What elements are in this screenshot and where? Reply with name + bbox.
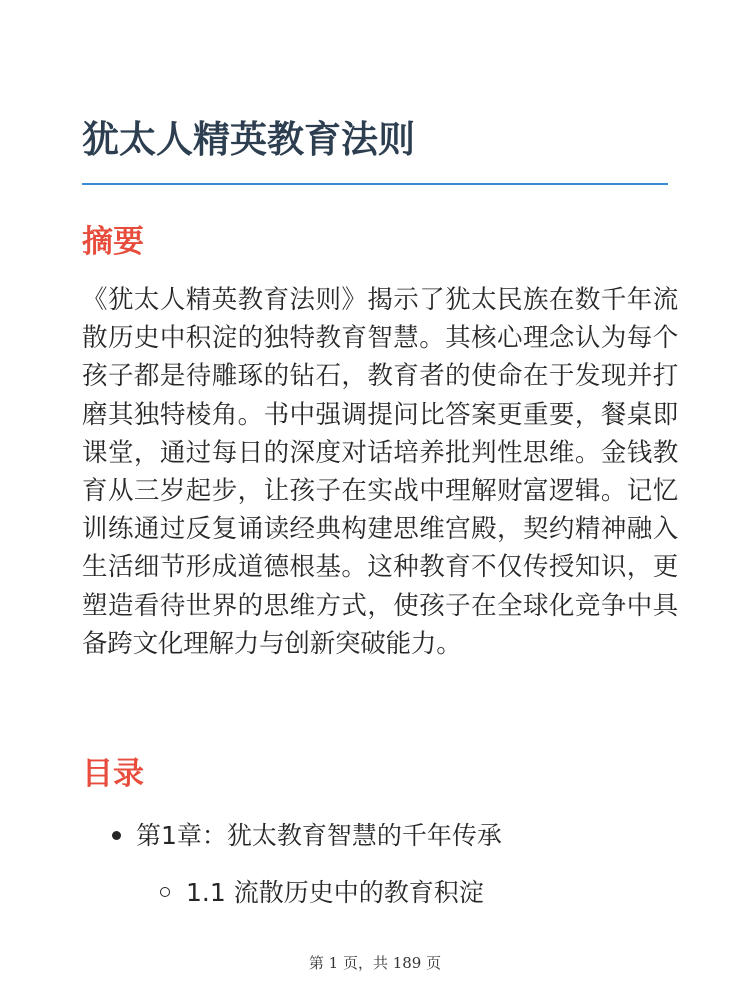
bullet-disc-icon: [112, 831, 121, 840]
document-title: 犹太人精英教育法则: [82, 118, 415, 161]
toc-item-label: 1.1 流散历史中的教育积淀: [186, 878, 484, 907]
abstract-paragraph: 《犹太人精英教育法则》揭示了犹太民族在数千年流散历史中积淀的独特教育智慧。其核心理念认为每个孩子都是待雕琢的钻石，教育者的使命在于发现并打磨其独特棱角。书中强调提问比答案更重要，餐桌即课堂，通过每日的深度对话培养批判性思维。金钱教育从三岁起步，让孩子在实战中理解财富逻辑。记忆训练通过反复诵读经典构建思维宫殿，契约精神融入生活细节形成道德根基。这种教育不仅传授知识，更塑造看待世界的思维方式，使孩子在全球化竞争中具备跨文化理解力与创新突破能力。: [82, 285, 678, 659]
page-number-footer: 第 1 页，共 189 页: [308, 954, 442, 972]
bullet-circle-icon: [160, 887, 170, 897]
toc-item-chapter-1[interactable]: [112, 818, 502, 854]
title-divider: [82, 183, 668, 185]
abstract-heading: 摘要: [82, 224, 144, 260]
toc-item-label: 第1章：犹太教育智慧的千年传承: [136, 821, 502, 850]
toc-heading: 目录: [82, 756, 144, 792]
toc-item-section-1-1[interactable]: [160, 875, 484, 911]
